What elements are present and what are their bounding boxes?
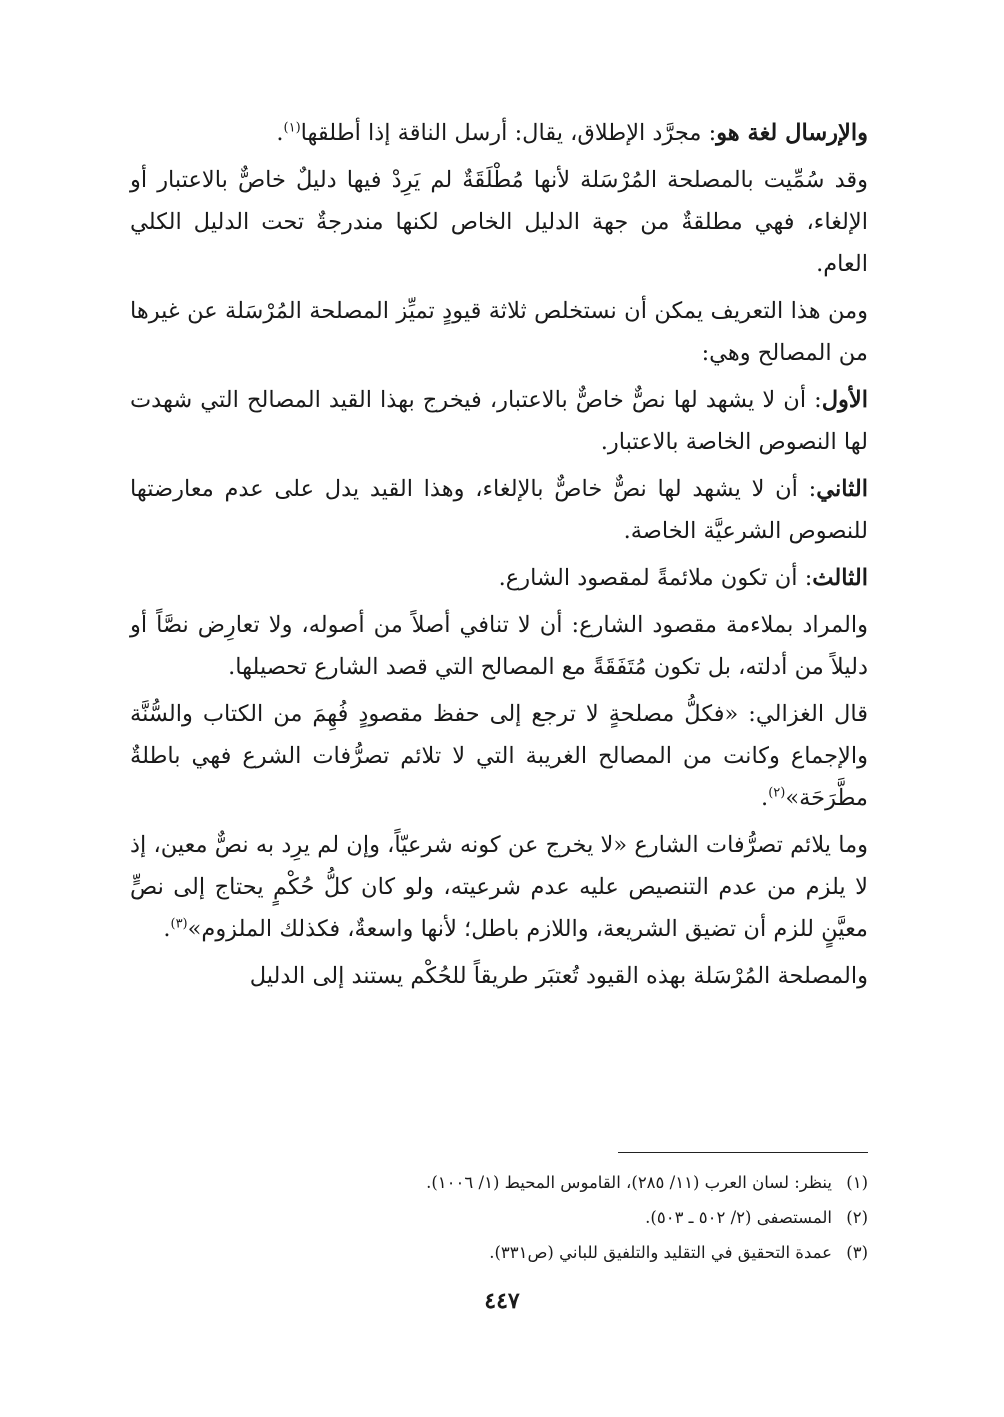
page-number: ٤٤٧ <box>484 1288 520 1314</box>
paragraph-second-constraint <box>130 468 868 552</box>
paragraph-lead: الثالث <box>812 565 868 591</box>
footnote-item <box>136 1235 868 1270</box>
paragraph-tail: . <box>761 785 769 811</box>
paragraph-text: وقد سُمِّيت بالمصلحة المُرْسَلة لأنها مُطْلَقَةٌ لم يَرِدْ فيها دليلٌ خاصٌّ بالاعتبار أو الإلغاء، فهي مطلقةٌ من جهة الدليل الخاص لكنها مندرجةٌ تحت الدليل الكلي العام. <box>130 167 868 277</box>
paragraph-constraints-intro <box>130 290 868 374</box>
paragraph-naming <box>130 159 868 285</box>
footnote-separator <box>618 1152 868 1153</box>
paragraph-text: : مجرَّد الإطلاق، يقال: أرسل الناقة إذا أطلقها <box>300 120 717 146</box>
footnote-ref[interactable]: (١) <box>283 120 301 136</box>
footnote-number: (٣) <box>846 1243 868 1262</box>
paragraph-text: : أن لا يشهد لها نصٌّ خاصٌّ بالاعتبار، فيخرج بهذا القيد المصالح التي شهدت لها النصوص الخاصة بالاعتبار. <box>130 387 868 455</box>
paragraph-tail: . <box>276 120 284 146</box>
paragraph-third-constraint <box>130 557 868 599</box>
paragraph-tail: . <box>163 916 171 942</box>
footnote-number: (١) <box>846 1173 868 1192</box>
paragraph-text: ومن هذا التعريف يمكن أن نستخلص ثلاثة قيودٍ تميِّز المصلحة المُرْسَلة عن غيرها من المصالح وهي: <box>130 298 868 366</box>
paragraph-ghazali-quote <box>130 693 868 819</box>
paragraph-text: قال الغزالي: «فكلُّ مصلحةٍ لا ترجع إلى حفظ مقصودٍ فُهِمَ من الكتاب والسُّنَّة والإجماع وكانت من المصالح الغريبة التي لا تلائم تصرُّفات الشرع فهي باطلةٌ مطَّرَحَة» <box>130 701 868 811</box>
footnotes <box>136 1165 868 1270</box>
footnote-ref[interactable]: (٣) <box>170 916 188 932</box>
paragraph-text: وما يلائم تصرُّفات الشارع «لا يخرج عن كونه شرعيّاً، وإن لم يرِد به نصٌّ معين، إذ لا يلزم من عدم التنصيص عليه عدم شرعيته، ولو كان كلُّ حُكْمٍ يحتاج إلى نصٍّ معيَّنٍ للزم أن تضيق الشريعة، واللازم باطل؛ لأنها واسعةٌ، فكذلك الملزوم» <box>130 832 868 942</box>
paragraph-text: : أن لا يشهد لها نصٌّ خاصٌّ بالإلغاء، وهذا القيد يدل على عدم معارضتها للنصوص الشرعيَّة الخاصة. <box>130 476 868 544</box>
footnote-text: ينظر: لسان العرب (١١/ ٢٨٥)، القاموس المحيط (١/ ١٠٠٦). <box>426 1173 832 1192</box>
main-text <box>130 112 868 1002</box>
footnote-item <box>136 1165 868 1200</box>
paragraph-first-constraint <box>130 379 868 463</box>
footnote-item <box>136 1200 868 1235</box>
paragraph-lead: الأول <box>821 387 868 413</box>
paragraph-lead: والإرسال لغة هو <box>716 120 868 146</box>
paragraph-definition <box>130 112 868 154</box>
footnote-text: عمدة التحقيق في التقليد والتلفيق للباني (ص٣٣١). <box>489 1243 832 1262</box>
footnote-text: المستصفى (٢/ ٥٠٢ ـ ٥٠٣). <box>645 1208 832 1227</box>
paragraph-text: والمراد بملاءمة مقصود الشارع: أن لا تنافي أصلاً من أصوله، ولا تعارِض نصَّاً أو دليلاً من أدلته، بل تكون مُتَفَقَةً مع المصالح التي قصد الشارع تحصيلها. <box>130 612 868 680</box>
footnote-number: (٢) <box>846 1208 868 1227</box>
paragraph-conclusion <box>130 955 868 997</box>
paragraph-shariah-quote <box>130 824 868 950</box>
footnote-ref[interactable]: (٢) <box>768 785 786 801</box>
paragraph-text: : أن تكون ملائمةً لمقصود الشارع. <box>498 565 813 591</box>
paragraph-lead: الثاني <box>816 476 868 502</box>
paragraph-suitability <box>130 604 868 688</box>
paragraph-text: والمصلحة المُرْسَلة بهذه القيود تُعتبَر طريقاً للحُكْم يستند إلى الدليل <box>249 963 868 989</box>
